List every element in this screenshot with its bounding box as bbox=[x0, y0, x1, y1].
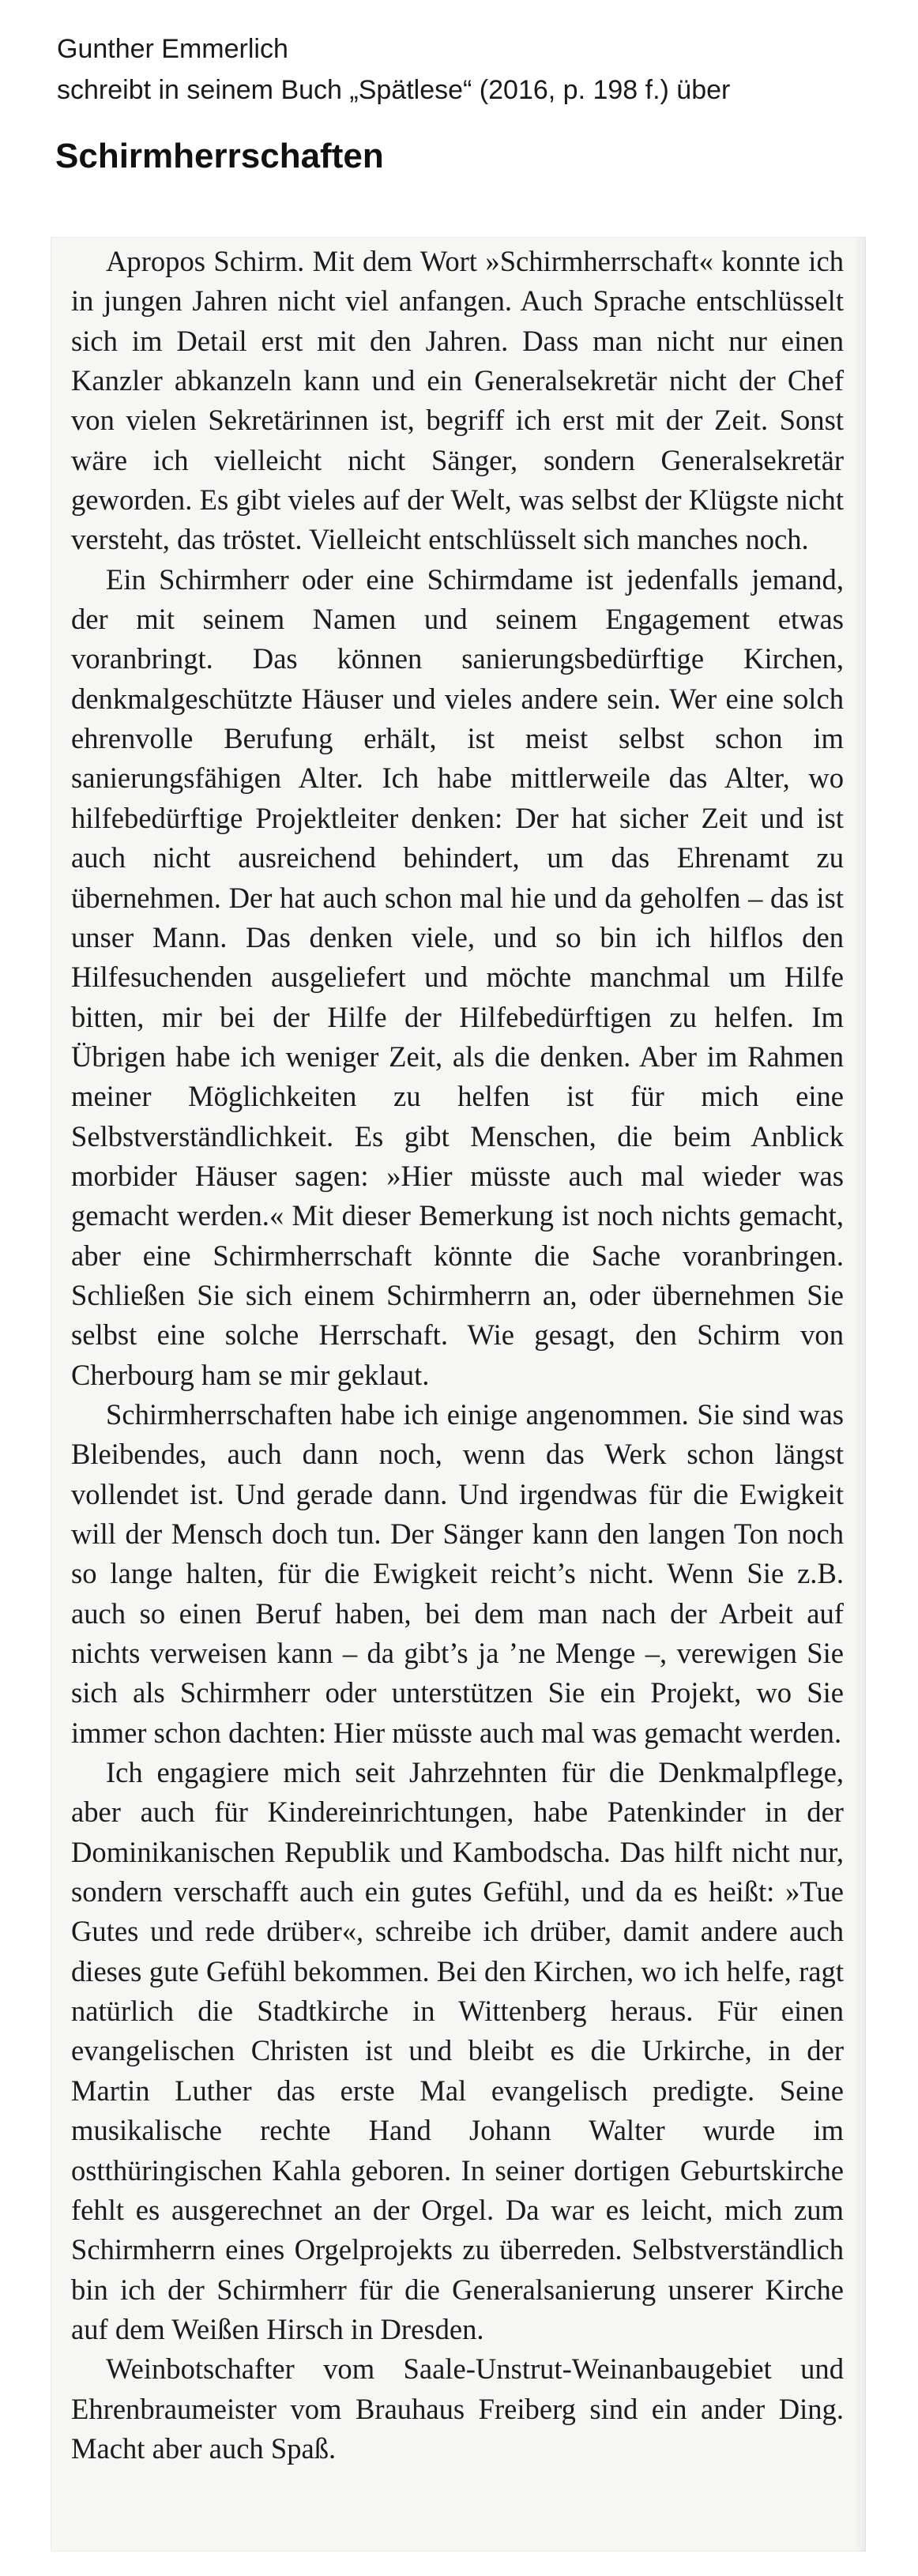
page-title: Schirmherrschaften bbox=[55, 137, 384, 175]
paragraph: Apropos Schirm. Mit dem Wort »Schirmherrschaft« konnte ich in jungen Jahren nicht viel anfangen. Auch Sprache entschlüsselt sich im Detail erst mit den Jahren. Dass man nicht nur einen Kanzler abkanzeln kann und ein Generalsekretär nicht der Chef von vielen Sekretärinnen ist, begriff ich erst mit der Zeit. Sonst wäre ich vielleicht nicht Sänger, sondern Generalsekretär geworden. Es gibt vieles auf der Welt, was selbst der Klügste nicht versteht, das tröstet. Vielleicht entschlüsselt sich manches noch. bbox=[71, 245, 844, 556]
article-body bbox=[51, 237, 866, 2469]
page-gutter-shadow bbox=[855, 237, 866, 2552]
author-name: Gunther Emmerlich bbox=[57, 34, 288, 64]
source-citation: schreibt in seinem Buch „Spätlese“ (2016, p. 198 f.) über bbox=[57, 75, 731, 105]
paragraph: Weinbotschafter vom Saale-Unstrut-Weinanbaugebiet und Ehrenbraumeister vom Brauhaus Freiberg sind ein ander Ding. Macht aber auch Spaß. bbox=[71, 2352, 844, 2465]
book-scan bbox=[51, 237, 866, 2552]
paragraph: Schirmherrschaften habe ich einige angenommen. Sie sind was Bleibendes, auch dann noch, wenn das Werk schon längst vollendet ist. Und gerade dann. Und irgendwas für die Ewigkeit will der Mensch doch tun. Der Sänger kann den langen Ton noch so lange halten, für die Ewigkeit reicht’s nicht. Wenn Sie z.B. auch so einen Beruf haben, bei dem man nach der Arbeit auf nichts verweisen kann – da gibt’s ja ’ne Menge –, verewigen Sie sich als Schirmherr oder unterstützen Sie ein Projekt, wo Sie immer schon dachten: Hier müsste auch mal was gemacht werden. bbox=[71, 1397, 844, 1749]
paragraph: Ein Schirmherr oder eine Schirmdame ist jedenfalls jemand, der mit seinem Namen und seinem Engagement etwas voranbringt. Das können sanierungsbedürftige Kirchen, denkmalgeschützte Häuser und vieles andere sein. Wer eine solch ehrenvolle Berufung erhält, ist meist selbst schon im sanierungsfähigen Alter. Ich habe mittlerweile das Alter, wo hilfebedürftige Projektleiter denken: Der hat sicher Zeit und ist auch nicht ausreichend behindert, um das Ehrenamt zu übernehmen. Der hat auch schon mal hie und da geholfen – das ist unser Mann. Das denken viele, und so bin ich hilflos den Hilfesuchenden ausgeliefert und möchte manchmal um Hilfe bitten, mir bei der Hilfe der Hilfebedürftigen zu helfen. Im Übrigen habe ich weniger Zeit, als die denken. Aber im Rahmen meiner Möglichkeiten zu helfen ist für mich eine Selbstverständlichkeit. Es gibt Menschen, die beim Anblick morbider Häuser sagen: »Hier müsste auch mal wieder was gemacht werden.« Mit dieser Bemerkung ist noch nichts gemacht, aber eine Schirmherrschaft könnte die Sache voranbringen. Schließen Sie sich einem Schirmherrn an, oder übernehmen Sie selbst eine solche Herrschaft. Wie gesagt, den Schirm von Cherbourg ham se mir geklaut. bbox=[71, 562, 844, 1391]
header bbox=[57, 28, 894, 111]
paragraph: Ich engagiere mich seit Jahrzehnten für die Denkmalpflege, aber auch für Kindereinrichtungen, habe Patenkinder in der Dominikanischen Republik und Kambodscha. Das hilft nicht nur, sondern verschafft auch ein gutes Gefühl, und da es heißt: »Tue Gutes und rede drüber«, schreibe ich drüber, damit andere auch dieses gute Gefühl bekommen. Bei den Kirchen, wo ich helfe, ragt natürlich die Stadtkirche in Wittenberg heraus. Für einen evangelischen Christen ist und bleibt es die Urkirche, in der Martin Luther das erste Mal evangelisch predigte. Seine musikalische rechte Hand Johann Walter wurde im ostthüringischen Kahla geboren. In seiner dortigen Geburtskirche fehlt es ausgerechnet an der Orgel. Da war es leicht, mich zum Schirmherrn eines Orgelprojekts zu überreden. Selbstverständlich bin ich der Schirmherr für die Generalsanierung unserer Kirche auf dem Weißen Hirsch in Dresden. bbox=[71, 1756, 844, 2345]
